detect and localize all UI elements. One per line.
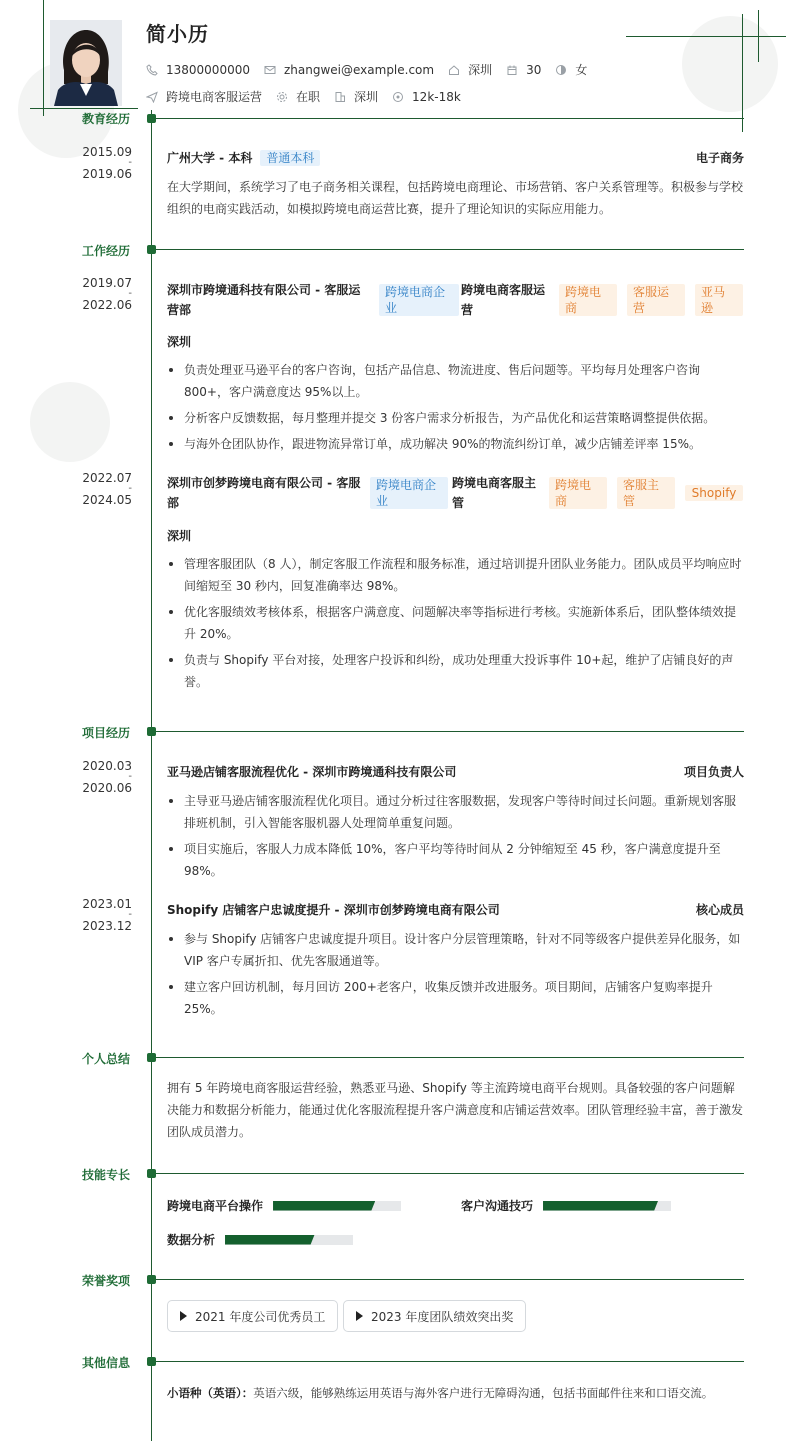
- project-role: 项目负责人: [683, 765, 744, 779]
- section-dot-other: [147, 1357, 156, 1366]
- tag-line: 跨境电商企: [376, 478, 437, 492]
- section-dot-summary: [147, 1053, 156, 1062]
- section-divider-other: [156, 1361, 744, 1362]
- work-location: 深圳: [167, 529, 192, 543]
- project-role: 核心成员: [695, 903, 744, 917]
- list-item: 建立客户回访机制，每月回访 200+老客户，收集反馈并改进服务。项目期间，店铺客户复购率提升 25%。: [167, 976, 745, 1020]
- home-icon: [448, 64, 460, 76]
- section-title-projects: 项目经历: [82, 726, 131, 740]
- gender-icon: [555, 64, 567, 76]
- decor-circle-mid-left: [30, 382, 110, 462]
- phone-icon: [146, 64, 158, 76]
- age-info: [506, 63, 541, 77]
- skill-tag: [559, 284, 617, 316]
- intent-city-info: [334, 88, 378, 105]
- company-line: 深圳市创梦跨境电商有限公司 - 客服: [167, 476, 361, 490]
- skill-bar: [225, 1235, 353, 1245]
- skill-name: 客户沟通技巧: [461, 1199, 534, 1213]
- industry-tag: [370, 477, 448, 509]
- gender-info: [555, 61, 587, 78]
- section-divider-awards: [156, 1279, 744, 1280]
- education-date: [70, 146, 132, 180]
- company-line: 营部: [167, 303, 192, 317]
- age-value: 30: [526, 62, 542, 77]
- decor-line-right-vertical-1: [742, 14, 743, 132]
- date-separator: -: [128, 157, 132, 168]
- company-line: 深圳市跨境通科技有限公司 - 客服运: [167, 283, 361, 297]
- work-location: 深圳: [167, 335, 192, 349]
- list-item: 与海外仓团队协作，跟进物流异常订单，成功解决 90%的物流纠纷订单，减少店铺差评率 15%。: [167, 433, 745, 455]
- send-icon: [146, 91, 158, 103]
- date-separator: -: [128, 909, 132, 920]
- intent-position-info: [146, 88, 262, 105]
- work-date: [70, 277, 132, 311]
- mail-icon: [264, 64, 276, 76]
- list-item: 分析客户反馈数据，每月整理并提交 3 份客户需求分析报告，为产品优化和运营策略调整提供依据。: [167, 407, 745, 429]
- project-name: 亚马逊店铺客服流程优化 - 深圳市跨境通科技有限公司: [167, 765, 457, 779]
- salary-info: [392, 90, 461, 104]
- date-separator: -: [128, 483, 132, 494]
- email-address: zhangwei@example.com: [283, 62, 435, 77]
- other-info-label: 小语种（英语）：: [167, 1386, 254, 1400]
- city-info: [448, 61, 492, 78]
- section-title-work: 工作经历: [82, 244, 131, 258]
- project-name: Shopify 店铺客户忠诚度提升 - 深圳市创梦跨境电商有限公司: [167, 903, 500, 917]
- work-date: [70, 472, 132, 506]
- date-end: 2019.06: [82, 167, 132, 181]
- award-item: [343, 1300, 526, 1332]
- play-triangle-icon: [356, 1311, 363, 1321]
- date-start: 2023.01: [82, 897, 132, 911]
- company-line: 部: [167, 496, 180, 510]
- work-bullets: [167, 553, 745, 697]
- work-company: [167, 280, 367, 320]
- status-value: 在职: [296, 90, 321, 104]
- work-bullets: [167, 359, 745, 459]
- date-start: 2020.03: [82, 759, 132, 773]
- list-item: 主导亚马逊店铺客服流程优化项目。通过分析过往客服数据，发现客户等待时间过长问题。重新规划客服排班机制，引入智能客服机器人处理简单重复问题。: [167, 790, 745, 834]
- tag-line: 管: [623, 494, 636, 508]
- list-item: 负责与 Shopify 平台对接，处理客户投诉和纠纷，成功处理重大投诉事件 10+起，维护了店铺良好的声誉。: [167, 649, 745, 693]
- skill-bar: [543, 1201, 671, 1211]
- section-dot-education: [147, 114, 156, 123]
- skill-bar: [273, 1201, 401, 1211]
- award-label: 2021 年度公司优秀员工: [195, 1309, 326, 1324]
- school-name: 广州大学 - 本科: [167, 151, 253, 165]
- skill-bar-fill: [543, 1201, 658, 1211]
- section-title-skills: 技能专长: [82, 1168, 131, 1182]
- work-company: [167, 473, 367, 513]
- job-intent-row: [146, 88, 475, 105]
- play-triangle-icon: [180, 1311, 187, 1321]
- decor-line-left-horizontal: [30, 108, 138, 109]
- section-title-summary: 个人总结: [82, 1052, 131, 1066]
- education-description: 在大学期间，系统学习了电子商务相关课程，包括跨境电商理论、市场营销、客户关系管理等。积极参与学校组织的电商实践活动，如模拟跨境电商运营比赛，提升了理论知识的实际应用能力。: [167, 180, 744, 216]
- status-info: [276, 88, 320, 105]
- phone-info: [146, 63, 250, 77]
- tag-line: 跨境电: [555, 478, 592, 492]
- email-info: [264, 63, 434, 77]
- other-info: [167, 1382, 745, 1404]
- tag-line: 业: [376, 494, 389, 508]
- date-end: 2020.06: [82, 781, 132, 795]
- tag-line: 跨境电商企: [385, 285, 446, 299]
- contact-info-row: [146, 61, 601, 78]
- coin-icon: [392, 91, 404, 103]
- list-item: 参与 Shopify 店铺客户忠诚度提升项目。设计客户分层管理策略，针对不同等级客户提供差异化服务，如 VIP 客户专属折扣、优先客服通道等。: [167, 928, 745, 972]
- section-dot-awards: [147, 1275, 156, 1284]
- skill-item: [167, 1231, 353, 1248]
- tag-line: 逊: [701, 301, 714, 315]
- skill-item: [461, 1197, 671, 1214]
- section-title-awards: 荣誉奖项: [82, 1274, 131, 1288]
- section-divider-summary: [156, 1057, 744, 1058]
- date-end: 2024.05: [82, 493, 132, 507]
- position-line: 营: [461, 303, 474, 317]
- section-dot-skills: [147, 1169, 156, 1178]
- decor-line-right-vertical-2: [758, 10, 759, 62]
- position-line: 跨境电商客服主: [452, 476, 537, 490]
- section-dot-work: [147, 245, 156, 254]
- list-item: 项目实施后，客服人力成本降低 10%，客户平均等待时间从 2 分钟缩短至 45 秒，客户满意度提升至 98%。: [167, 838, 745, 882]
- section-divider-education: [156, 118, 744, 119]
- other-info-text: 英语六级，能够熟练运用英语与海外客户进行无障碍沟通，包括书面邮件往来和口语交流。: [253, 1386, 714, 1400]
- skill-tag: [695, 284, 743, 316]
- avatar-portrait-icon: [50, 20, 122, 106]
- date-start: 2019.07: [82, 276, 132, 290]
- section-divider-skills: [156, 1173, 744, 1174]
- gender-value: 女: [575, 63, 588, 77]
- tag-line: 亚马: [701, 285, 726, 299]
- tag-line: 商: [565, 301, 578, 315]
- tag-line: 跨境电: [565, 285, 602, 299]
- education-school: [167, 149, 320, 166]
- intent-position-value: 跨境电商客服运营: [166, 90, 263, 104]
- candidate-name: 简小历: [146, 22, 209, 46]
- section-title-other: 其他信息: [82, 1356, 131, 1370]
- position-line: 管: [452, 496, 465, 510]
- date-end: 2022.06: [82, 298, 132, 312]
- decor-line-left-vertical: [43, 0, 44, 116]
- tag-line: 客服运: [633, 285, 670, 299]
- list-item: 优化客服绩效考核体系，根据客户满意度、问题解决率等指标进行考核。实施新体系后，团队整体绩效提升 20%。: [167, 601, 745, 645]
- date-start: 2022.07: [82, 471, 132, 485]
- gear-icon: [276, 91, 288, 103]
- project-date: [70, 898, 132, 932]
- avatar: [50, 20, 122, 106]
- project-bullets: [167, 928, 745, 1024]
- project-date: [70, 760, 132, 794]
- work-position: [461, 280, 551, 320]
- decor-line-right-horizontal: [626, 36, 786, 37]
- tag-line: 客服主: [623, 478, 660, 492]
- skill-bar-fill: [273, 1201, 375, 1211]
- work-position: [452, 473, 542, 513]
- calendar-icon: [506, 64, 518, 76]
- skill-name: 跨境电商平台操作: [167, 1199, 264, 1213]
- intent-city-value: 深圳: [354, 90, 379, 104]
- education-major: 电子商务: [695, 151, 744, 165]
- section-divider-work: [156, 249, 744, 250]
- tag-line: 商: [555, 494, 568, 508]
- city-value: 深圳: [468, 63, 493, 77]
- skill-tag: [549, 477, 607, 509]
- skill-tag: [627, 284, 685, 316]
- skill-bar-fill: [225, 1235, 315, 1245]
- section-dot-projects: [147, 727, 156, 736]
- date-end: 2023.12: [82, 919, 132, 933]
- skill-item: [167, 1197, 401, 1214]
- date-separator: -: [128, 771, 132, 782]
- award-item: [167, 1300, 338, 1332]
- skill-tag: [685, 485, 743, 501]
- tag-line: Shopify: [691, 486, 737, 500]
- date-start: 2015.09: [82, 145, 132, 159]
- section-title-education: 教育经历: [82, 112, 131, 126]
- salary-value: 12k-18k: [412, 89, 461, 104]
- skill-tag: [617, 477, 675, 509]
- timeline-line: [151, 110, 152, 1441]
- decor-circle-top-right: [682, 16, 778, 112]
- tag-line: 营: [633, 301, 646, 315]
- list-item: 管理客服团队（8 人），制定客服工作流程和服务标准，通过培训提升团队业务能力。团队成员平均响应时间缩短至 30 秒内，回复准确率达 98%。: [167, 553, 745, 597]
- skill-name: 数据分析: [167, 1233, 216, 1247]
- summary-text: 拥有 5 年跨境电商客服运营经验，熟悉亚马逊、Shopify 等主流跨境电商平台规则。具备较强的客户问题解决能力和数据分析能力，能通过优化客服流程提升客户满意度和店铺运营效率。团队管理经验丰富，善于激发团队成员潜力。: [167, 1081, 744, 1139]
- degree-tag: 普通本科: [260, 150, 320, 166]
- tag-line: 业: [385, 301, 398, 315]
- project-bullets: [167, 790, 745, 886]
- industry-tag: [379, 284, 459, 316]
- phone-number: 13800000000: [166, 62, 250, 77]
- section-divider-projects: [156, 731, 744, 732]
- building-icon: [334, 91, 346, 103]
- date-separator: -: [128, 288, 132, 299]
- position-line: 跨境电商客服运: [461, 283, 546, 297]
- list-item: 负责处理亚马逊平台的客户咨询，包括产品信息、物流进度、售后问题等。平均每月处理客户咨询 800+，客户满意度达 95%以上。: [167, 359, 745, 403]
- award-label: 2023 年度团队绩效突出奖: [371, 1309, 514, 1324]
